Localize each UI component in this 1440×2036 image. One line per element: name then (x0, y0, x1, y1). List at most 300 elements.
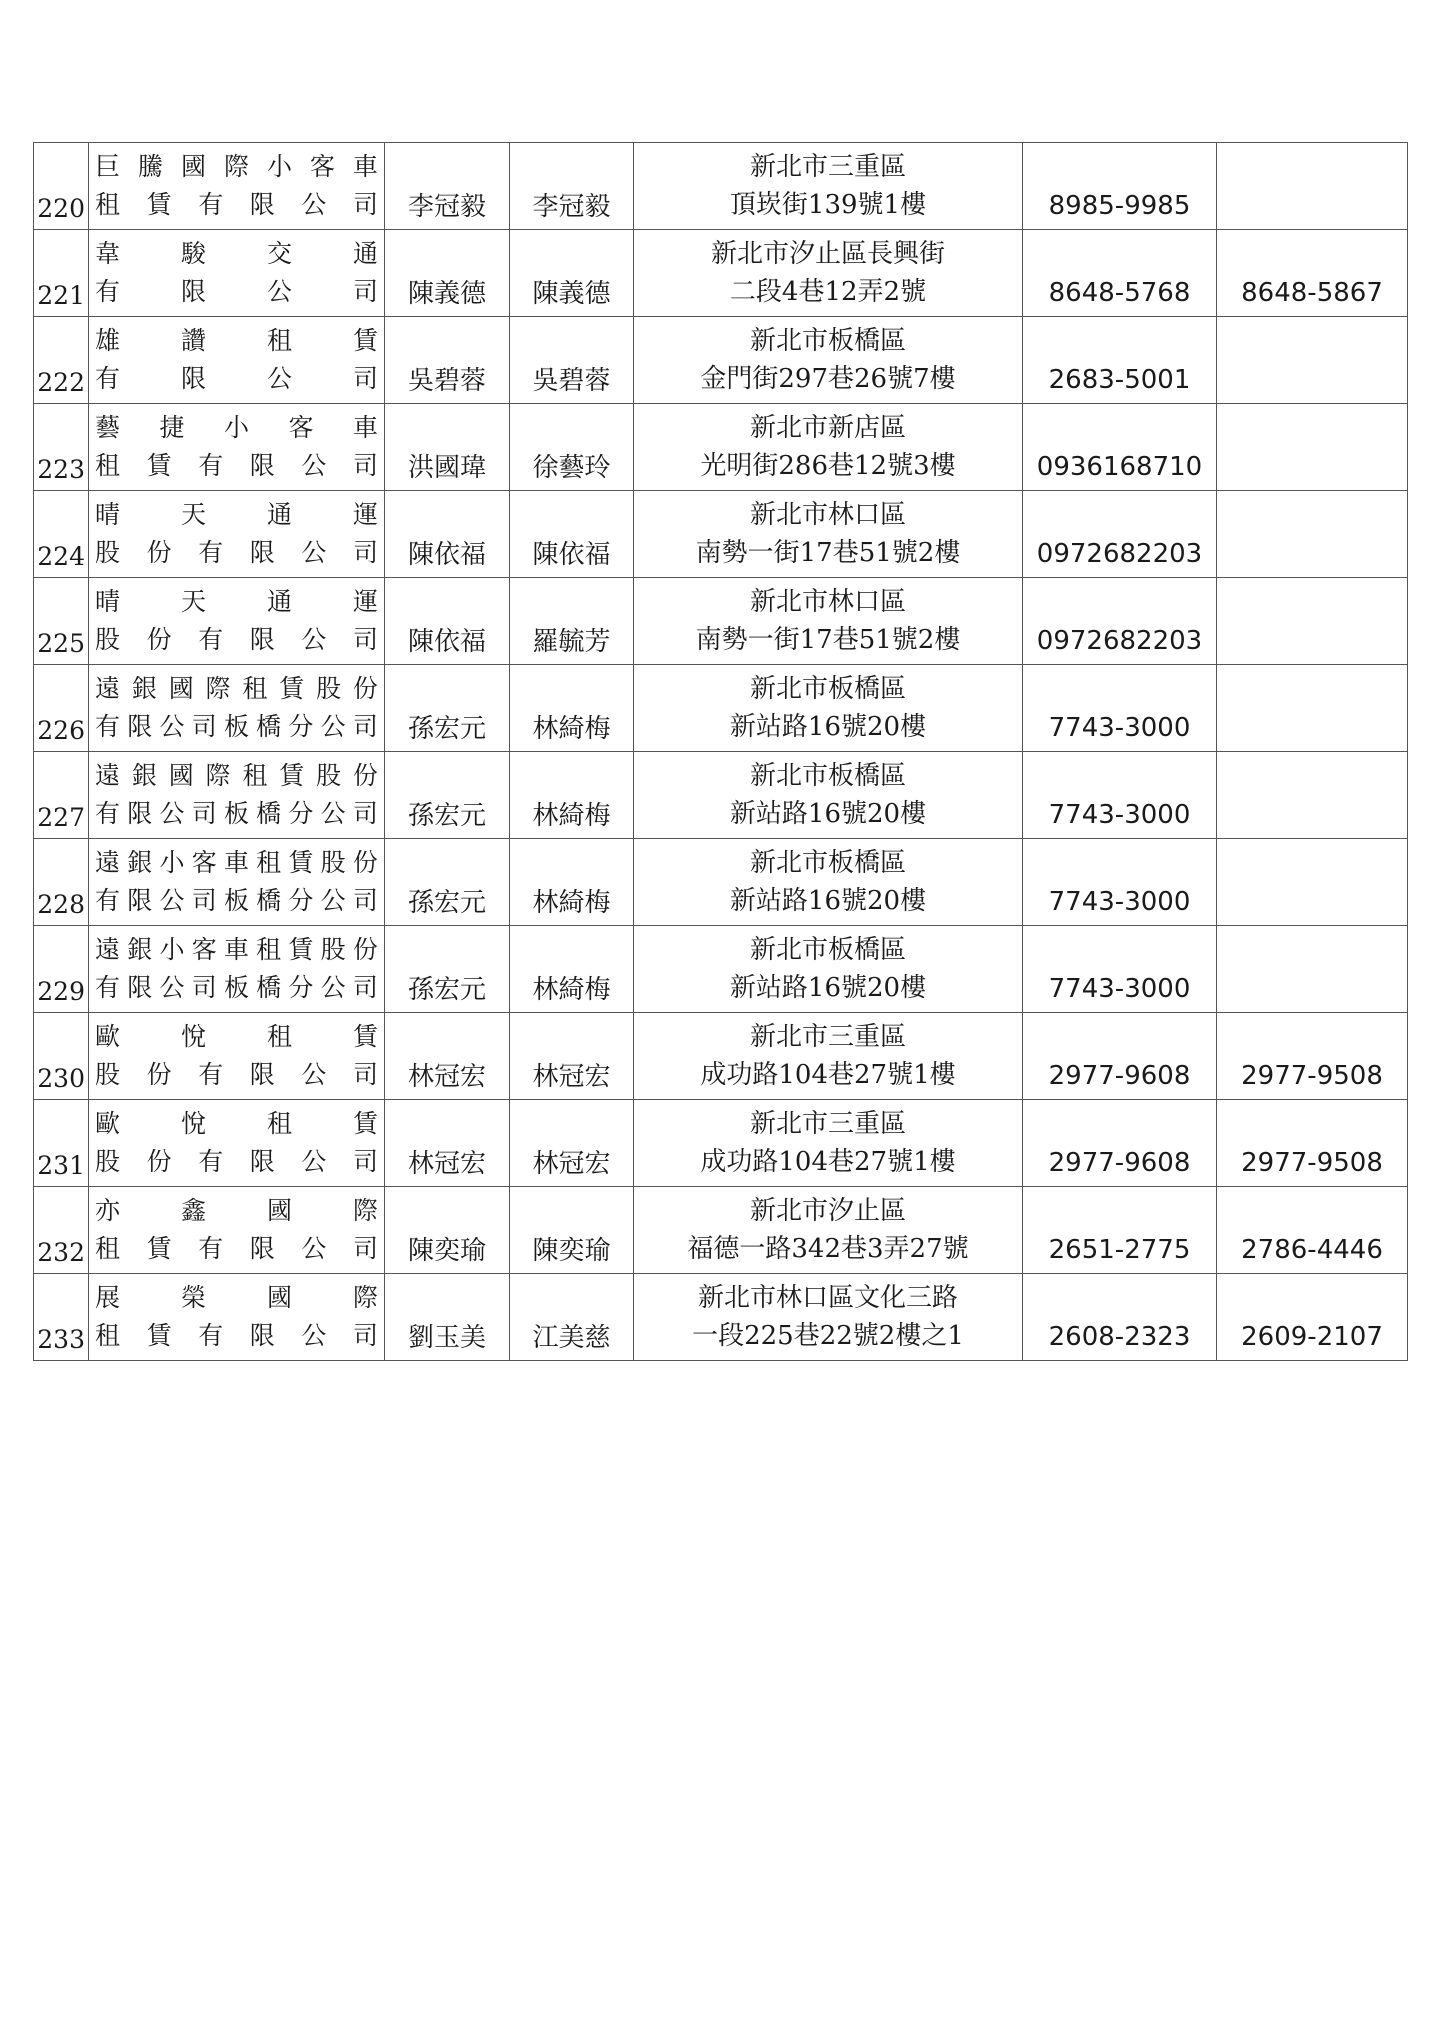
company-name-char: 公 (266, 277, 292, 306)
representative-name: 吳碧蓉 (385, 317, 510, 404)
address (634, 752, 1023, 839)
table-row (34, 491, 1408, 578)
company-name-char: 際 (205, 761, 231, 790)
fax-number: 2786-4446 (1217, 1187, 1408, 1274)
company-name-char: 公 (159, 712, 185, 741)
representative-name: 陳義德 (385, 230, 510, 317)
address (634, 839, 1023, 926)
address-line-2: 新站路16號20樓 (729, 712, 927, 742)
company-name-char: 限 (249, 1321, 275, 1350)
company-name-char: 公 (159, 886, 185, 915)
fax-number: 2609-2107 (1217, 1274, 1408, 1361)
row-number: 225 (34, 578, 89, 665)
address-line-2: 南勢一街17巷51號2樓 (695, 625, 961, 655)
company-name-line-2 (89, 273, 384, 311)
company-name-char: 客 (191, 935, 217, 964)
company-name-char: 限 (249, 625, 275, 654)
company-name-char: 份 (146, 1060, 172, 1089)
company-name-char: 悅 (180, 1022, 206, 1051)
company-name-line-1 (89, 1105, 384, 1143)
address (634, 665, 1023, 752)
company-name-char: 股 (316, 761, 342, 790)
company-name-char: 客 (309, 152, 335, 181)
address-line-2: 南勢一街17巷51號2樓 (695, 538, 961, 568)
row-number: 223 (34, 404, 89, 491)
company-name-char: 司 (352, 538, 378, 567)
company-name-char: 有 (198, 625, 224, 654)
phone-number: 2683-5001 (1023, 317, 1217, 404)
company-name-char: 客 (288, 413, 314, 442)
phone-number: 2977-9608 (1023, 1100, 1217, 1187)
address-line-2: 光明街286巷12號3樓 (700, 451, 956, 481)
company-name-line-1 (89, 1192, 384, 1230)
company-name-char: 公 (301, 1321, 327, 1350)
company-name-char: 悅 (180, 1109, 206, 1138)
company-name-char: 晴 (95, 500, 121, 529)
table-row (34, 578, 1408, 665)
company-name-char: 際 (352, 1283, 378, 1312)
company-name-char: 藝 (95, 413, 121, 442)
company-name-char: 賃 (288, 935, 314, 964)
address-line-1: 新北市新店區 (749, 413, 906, 443)
company-name-char: 有 (95, 799, 121, 828)
row-number: 224 (34, 491, 89, 578)
company-name-char: 租 (242, 674, 268, 703)
company-name-char: 股 (320, 848, 346, 877)
company-name-char: 橋 (256, 799, 282, 828)
company-name-char: 客 (191, 848, 217, 877)
table-row (34, 317, 1408, 404)
table-row (34, 926, 1408, 1013)
table-row (34, 1274, 1408, 1361)
company-name-char: 公 (320, 712, 346, 741)
table-row (34, 143, 1408, 230)
address-line-1: 新北市汐止區長興街 (710, 239, 945, 269)
company-name-char: 份 (146, 1147, 172, 1176)
company-name-char: 捷 (159, 413, 185, 442)
company-name-char: 公 (301, 538, 327, 567)
address (634, 1274, 1023, 1361)
company-name-char: 駿 (180, 239, 206, 268)
table-row (34, 1100, 1408, 1187)
phone-number: 2608-2323 (1023, 1274, 1217, 1361)
company-name-char: 公 (159, 973, 185, 1002)
company-name-char: 租 (256, 848, 282, 877)
table-row (34, 1187, 1408, 1274)
company-name-char: 賃 (146, 1234, 172, 1263)
company-name-char: 公 (301, 1060, 327, 1089)
company-name-char: 運 (352, 587, 378, 616)
company-name-char: 有 (198, 190, 224, 219)
company-name-char: 租 (242, 761, 268, 790)
company-name-char: 司 (352, 1321, 378, 1350)
company-name-char: 賃 (352, 1022, 378, 1051)
address-line-2: 福德一路342巷3弄27號 (687, 1234, 969, 1264)
address-line-2: 金門街297巷26號7樓 (700, 364, 956, 394)
company-name-char: 租 (95, 1321, 121, 1350)
company-name-char: 限 (249, 1060, 275, 1089)
company-name-line-1 (89, 757, 384, 795)
company-name-char: 公 (266, 364, 292, 393)
address-line-2: 成功路104巷27號1樓 (700, 1147, 956, 1177)
company-name-char: 交 (266, 239, 292, 268)
fax-number (1217, 143, 1408, 230)
row-number: 221 (34, 230, 89, 317)
company-name-char: 歐 (95, 1022, 121, 1051)
phone-number: 8648-5768 (1023, 230, 1217, 317)
phone-number: 8985-9985 (1023, 143, 1217, 230)
address-line-1: 新北市板橋區 (749, 326, 906, 356)
company-name-char: 有 (95, 712, 121, 741)
company-name-line-1 (89, 496, 384, 534)
company-name-line-2 (89, 882, 384, 920)
representative-name: 林冠宏 (385, 1100, 510, 1187)
company-name-char: 歐 (95, 1109, 121, 1138)
company-name-char: 小 (159, 848, 185, 877)
company-name-char: 有 (95, 277, 121, 306)
company-name-char: 車 (223, 848, 249, 877)
representative-name: 孫宏元 (385, 752, 510, 839)
address (634, 1013, 1023, 1100)
address-line-1: 新北市板橋區 (749, 674, 906, 704)
representative-name: 孫宏元 (385, 926, 510, 1013)
company-name-char: 有 (198, 451, 224, 480)
company-name (89, 1100, 385, 1187)
company-name-char: 賃 (146, 1321, 172, 1350)
company-name-char: 銀 (131, 674, 157, 703)
address-line-2: 一段225巷22號2樓之1 (692, 1321, 964, 1351)
company-name-char: 有 (95, 364, 121, 393)
contact-name: 陳義德 (510, 230, 634, 317)
fax-number (1217, 491, 1408, 578)
company-name-char: 橋 (256, 973, 282, 1002)
company-name-char: 板 (223, 712, 249, 741)
phone-number: 7743-3000 (1023, 752, 1217, 839)
table-row (34, 230, 1408, 317)
company-name-char: 板 (223, 799, 249, 828)
company-name-line-1 (89, 1279, 384, 1317)
company-name-line-1 (89, 322, 384, 360)
company-name-char: 天 (180, 500, 206, 529)
company-name-char: 司 (352, 973, 378, 1002)
company-name-char: 份 (352, 674, 378, 703)
company-name-char: 公 (159, 799, 185, 828)
row-number: 220 (34, 143, 89, 230)
company-name (89, 1013, 385, 1100)
company-name-char: 股 (95, 1060, 121, 1089)
company-name-char: 司 (352, 799, 378, 828)
address-line-1: 新北市林口區 (749, 587, 906, 617)
address-line-1: 新北市三重區 (749, 1109, 906, 1139)
company-name-line-1 (89, 844, 384, 882)
company-name-char: 公 (301, 1234, 327, 1263)
company-name-char: 運 (352, 500, 378, 529)
contact-name: 林綺梅 (510, 752, 634, 839)
company-name-line-2 (89, 534, 384, 572)
company-name-char: 限 (249, 451, 275, 480)
company-name-char: 國 (266, 1196, 292, 1225)
company-name-line-2 (89, 708, 384, 746)
company-name-char: 橋 (256, 886, 282, 915)
company-name-char: 亦 (95, 1196, 121, 1225)
company-name (89, 317, 385, 404)
company-name-char: 賃 (279, 674, 305, 703)
contact-name: 林冠宏 (510, 1100, 634, 1187)
company-name-char: 展 (95, 1283, 121, 1312)
company-name-char: 租 (266, 1022, 292, 1051)
company-name-char: 國 (266, 1283, 292, 1312)
phone-number: 7743-3000 (1023, 926, 1217, 1013)
company-name (89, 752, 385, 839)
company-name (89, 491, 385, 578)
company-name-line-1 (89, 931, 384, 969)
company-name-char: 分 (288, 886, 314, 915)
company-name-line-2 (89, 621, 384, 659)
address-line-2: 成功路104巷27號1樓 (700, 1060, 956, 1090)
company-name-char: 股 (320, 935, 346, 964)
company-name-char: 限 (249, 1147, 275, 1176)
address-line-2: 新站路16號20樓 (729, 799, 927, 829)
company-name-char: 有 (198, 1147, 224, 1176)
company-name-line-2 (89, 1056, 384, 1094)
company-name-line-2 (89, 186, 384, 224)
company-name-char: 公 (301, 1147, 327, 1176)
company-name-line-2 (89, 360, 384, 398)
company-name-char: 遠 (95, 848, 121, 877)
fax-number (1217, 404, 1408, 491)
company-name (89, 839, 385, 926)
contact-name: 林綺梅 (510, 665, 634, 752)
company-name-char: 通 (266, 587, 292, 616)
row-number: 227 (34, 752, 89, 839)
company-name-char: 司 (352, 625, 378, 654)
company-name-char: 橋 (256, 712, 282, 741)
phone-number: 0972682203 (1023, 578, 1217, 665)
company-name-line-1 (89, 670, 384, 708)
company-name-char: 司 (352, 277, 378, 306)
company-name-char: 分 (288, 799, 314, 828)
phone-number: 7743-3000 (1023, 839, 1217, 926)
address (634, 143, 1023, 230)
company-name (89, 665, 385, 752)
company-name-char: 公 (320, 973, 346, 1002)
contact-name: 徐藝玲 (510, 404, 634, 491)
company-name-char: 份 (146, 625, 172, 654)
company-name-line-1 (89, 409, 384, 447)
address-line-1: 新北市板橋區 (749, 761, 906, 791)
company-name-char: 限 (127, 973, 153, 1002)
company-name-char: 限 (180, 364, 206, 393)
company-name (89, 926, 385, 1013)
company-name-char: 國 (168, 674, 194, 703)
company-name-char: 公 (301, 190, 327, 219)
company-name-char: 車 (223, 935, 249, 964)
phone-number: 2651-2775 (1023, 1187, 1217, 1274)
address-line-1: 新北市三重區 (749, 1022, 906, 1052)
representative-name: 陳奕瑜 (385, 1187, 510, 1274)
contact-name: 李冠毅 (510, 143, 634, 230)
fax-number: 2977-9508 (1217, 1100, 1408, 1187)
company-name-char: 賃 (146, 451, 172, 480)
table-row (34, 839, 1408, 926)
company-name-char: 司 (352, 712, 378, 741)
row-number: 233 (34, 1274, 89, 1361)
address-line-1: 新北市板橋區 (749, 848, 906, 878)
company-name-char: 租 (95, 1234, 121, 1263)
address-line-1: 新北市三重區 (749, 152, 906, 182)
row-number: 230 (34, 1013, 89, 1100)
company-name-char: 通 (352, 239, 378, 268)
representative-name: 李冠毅 (385, 143, 510, 230)
company-name-char: 司 (352, 1234, 378, 1263)
company-name-char: 司 (191, 886, 217, 915)
company-name-char: 司 (352, 451, 378, 480)
company-name-char: 份 (352, 761, 378, 790)
company-name-char: 車 (352, 413, 378, 442)
company-name-char: 司 (352, 190, 378, 219)
company-name-char: 小 (223, 413, 249, 442)
company-name-char: 有 (198, 1321, 224, 1350)
contact-name: 林綺梅 (510, 839, 634, 926)
table-row (34, 752, 1408, 839)
fax-number (1217, 665, 1408, 752)
company-name-char: 份 (352, 935, 378, 964)
company-name (89, 404, 385, 491)
company-name-char: 天 (180, 587, 206, 616)
company-name-line-1 (89, 148, 384, 186)
address (634, 926, 1023, 1013)
company-name-char: 遠 (95, 674, 121, 703)
company-name-char: 司 (352, 1147, 378, 1176)
company-name-char: 股 (95, 538, 121, 567)
row-number: 232 (34, 1187, 89, 1274)
company-name-char: 限 (249, 538, 275, 567)
company-name-char: 份 (146, 538, 172, 567)
company-name-char: 小 (266, 152, 292, 181)
row-number: 228 (34, 839, 89, 926)
fax-number: 2977-9508 (1217, 1013, 1408, 1100)
company-name-char: 板 (223, 886, 249, 915)
contact-name: 林綺梅 (510, 926, 634, 1013)
company-name-line-2 (89, 969, 384, 1007)
company-name-char: 司 (352, 886, 378, 915)
company-name-char: 際 (205, 674, 231, 703)
company-name-line-2 (89, 1317, 384, 1355)
company-name-char: 韋 (95, 239, 121, 268)
representative-name: 孫宏元 (385, 665, 510, 752)
address-line-1: 新北市汐止區 (749, 1196, 906, 1226)
contact-name: 吳碧蓉 (510, 317, 634, 404)
address-line-1: 新北市林口區文化三路 (697, 1283, 958, 1313)
company-name-char: 司 (191, 712, 217, 741)
company-name-line-2 (89, 795, 384, 833)
company-name-char: 鑫 (180, 1196, 206, 1225)
company-name (89, 1187, 385, 1274)
table-row (34, 665, 1408, 752)
company-name-char: 公 (320, 886, 346, 915)
representative-name: 陳依福 (385, 491, 510, 578)
company-name-char: 司 (191, 973, 217, 1002)
company-name-char: 遠 (95, 761, 121, 790)
company-name-char: 車 (352, 152, 378, 181)
phone-number: 0972682203 (1023, 491, 1217, 578)
address (634, 491, 1023, 578)
company-name-char: 股 (95, 1147, 121, 1176)
address-line-1: 新北市板橋區 (749, 935, 906, 965)
company-name-char: 分 (288, 712, 314, 741)
phone-number: 7743-3000 (1023, 665, 1217, 752)
representative-name: 孫宏元 (385, 839, 510, 926)
rental-company-table (33, 142, 1408, 1361)
company-name-line-1 (89, 1018, 384, 1056)
company-name-char: 公 (301, 451, 327, 480)
company-name-char: 有 (198, 1234, 224, 1263)
representative-name: 劉玉美 (385, 1274, 510, 1361)
company-name-char: 有 (198, 538, 224, 567)
company-name-char: 賃 (146, 190, 172, 219)
company-name-char: 公 (320, 799, 346, 828)
company-name-char: 租 (95, 451, 121, 480)
company-name-char: 讚 (180, 326, 206, 355)
company-name-char: 限 (180, 277, 206, 306)
company-name-char: 巨 (95, 152, 121, 181)
company-name-char: 有 (198, 1060, 224, 1089)
contact-name: 江美慈 (510, 1274, 634, 1361)
phone-number: 2977-9608 (1023, 1013, 1217, 1100)
company-name-char: 小 (159, 935, 185, 964)
company-name-char: 租 (95, 190, 121, 219)
address-line-2: 二段4巷12弄2號 (729, 277, 927, 307)
company-name-line-1 (89, 583, 384, 621)
company-name-char: 租 (266, 326, 292, 355)
company-name-char: 賃 (352, 1109, 378, 1138)
company-name-char: 遠 (95, 935, 121, 964)
contact-name: 陳依福 (510, 491, 634, 578)
address-line-2: 頂崁街139號1樓 (729, 190, 927, 220)
fax-number (1217, 578, 1408, 665)
company-name (89, 230, 385, 317)
company-name-line-1 (89, 235, 384, 273)
row-number: 226 (34, 665, 89, 752)
company-name-char: 限 (127, 712, 153, 741)
company-name (89, 578, 385, 665)
company-name (89, 1274, 385, 1361)
company-name-char: 賃 (288, 848, 314, 877)
address (634, 230, 1023, 317)
fax-number (1217, 926, 1408, 1013)
company-name-char: 晴 (95, 587, 121, 616)
company-name-char: 雄 (95, 326, 121, 355)
company-name-char: 榮 (180, 1283, 206, 1312)
company-name-char: 國 (168, 761, 194, 790)
company-name-char: 國 (180, 152, 206, 181)
company-name-char: 通 (266, 500, 292, 529)
address (634, 1187, 1023, 1274)
company-name-char: 際 (223, 152, 249, 181)
company-name-char: 騰 (137, 152, 163, 181)
company-name-char: 租 (256, 935, 282, 964)
company-name-char: 銀 (127, 848, 153, 877)
row-number: 229 (34, 926, 89, 1013)
company-name-char: 限 (127, 886, 153, 915)
company-name-char: 銀 (127, 935, 153, 964)
company-name-char: 賃 (352, 326, 378, 355)
company-name-char: 租 (266, 1109, 292, 1138)
company-name-char: 有 (95, 973, 121, 1002)
representative-name: 陳依福 (385, 578, 510, 665)
address-line-2: 新站路16號20樓 (729, 973, 927, 1003)
company-name-char: 分 (288, 973, 314, 1002)
